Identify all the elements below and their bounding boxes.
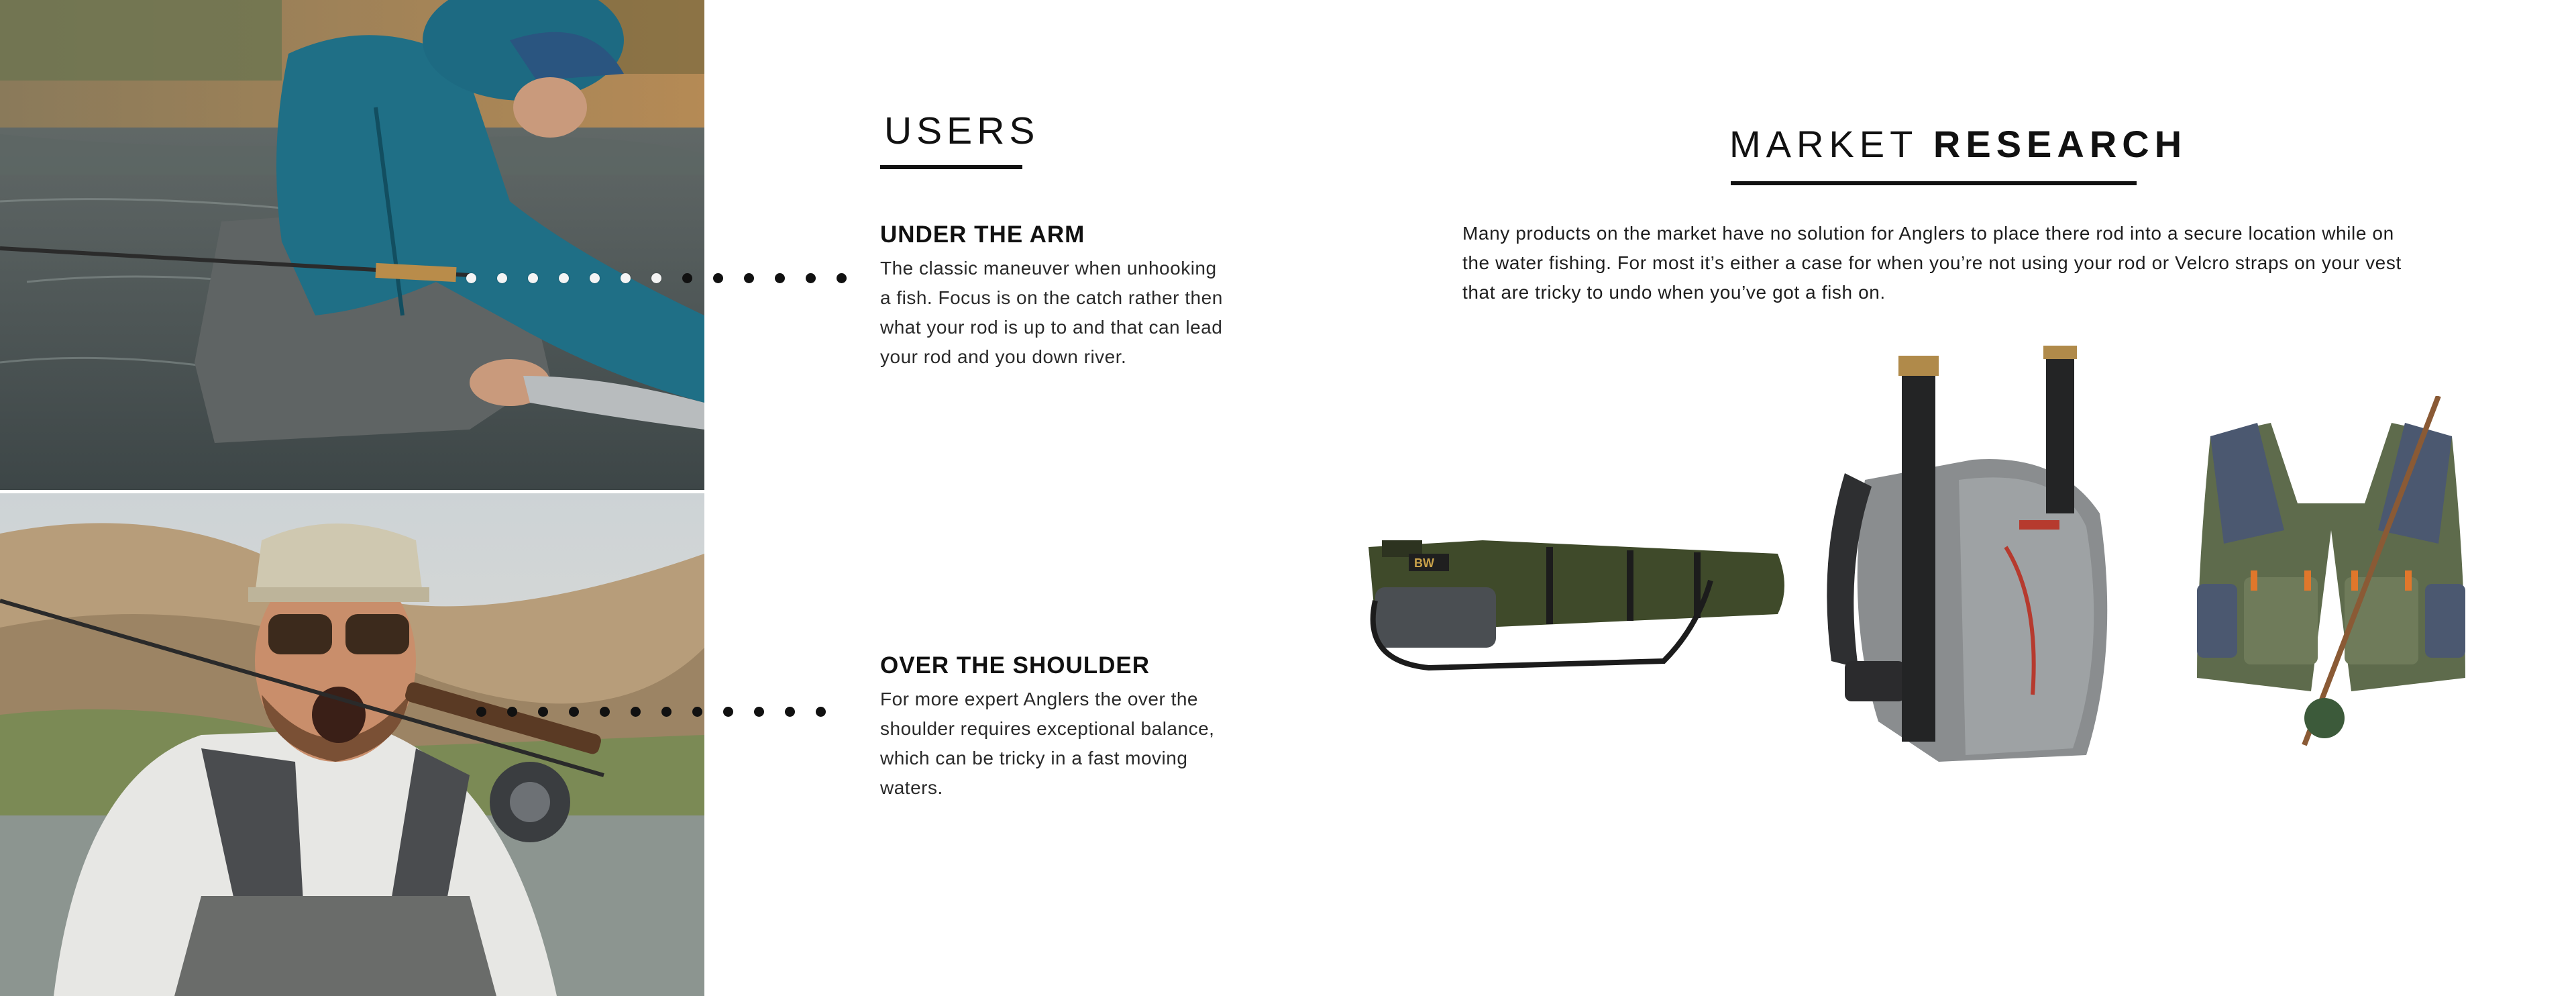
fishing-vest-product xyxy=(2184,396,2479,758)
market-title-light: MARKET xyxy=(1729,123,1933,165)
connector-dots-under-arm xyxy=(466,273,847,283)
dot xyxy=(837,273,847,283)
section-body: For more expert Anglers the over the shoulder requires exceptional balance, which can be tricky in a fast moving waters. xyxy=(880,689,1215,798)
dot xyxy=(497,273,507,283)
dot xyxy=(775,273,785,283)
section-heading: OVER THE SHOULDER xyxy=(880,652,1150,679)
section-under-the-arm xyxy=(880,221,1229,372)
dot xyxy=(538,707,548,717)
section-over-the-shoulder xyxy=(880,652,1229,803)
dot xyxy=(528,273,538,283)
rod-case-product xyxy=(1348,527,1784,681)
market-title-bold: RESEARCH xyxy=(1933,123,2188,165)
backpack-product xyxy=(1805,346,2127,775)
dot xyxy=(621,273,631,283)
dot xyxy=(723,707,733,717)
users-title-underline xyxy=(880,165,1022,169)
dot xyxy=(816,707,826,717)
dot xyxy=(744,273,754,283)
dot xyxy=(692,707,702,717)
market-title-underline xyxy=(1731,181,2137,185)
dot xyxy=(661,707,672,717)
dot xyxy=(785,707,795,717)
dot xyxy=(507,707,517,717)
dot xyxy=(651,273,661,283)
dot xyxy=(682,273,692,283)
dot xyxy=(476,707,486,717)
users-title: USERS xyxy=(884,109,1040,152)
case-logo: BW xyxy=(1414,556,1434,570)
section-body: The classic maneuver when unhooking a fish. Focus is on the catch rather then what your rod is up to and that can lead your rod and you down river. xyxy=(880,258,1223,367)
photo-angler-under-arm xyxy=(0,0,704,490)
photo-angler-over-shoulder xyxy=(0,493,704,996)
connector-dots-over-shoulder xyxy=(476,707,826,717)
section-heading: UNDER THE ARM xyxy=(880,221,1085,248)
dot xyxy=(600,707,610,717)
dot xyxy=(466,273,476,283)
dot xyxy=(590,273,600,283)
market-research-title xyxy=(1729,122,2187,166)
dot xyxy=(754,707,764,717)
dot xyxy=(713,273,723,283)
dot xyxy=(631,707,641,717)
dot xyxy=(569,707,579,717)
market-research-body: Many products on the market have no solution for Anglers to place there rod into a secure location while on the water fishing. For most it’s either a case for when you’re not using your rod or Velcro straps on your vest that are tricky to undo when you’ve got a fish on. xyxy=(1462,223,2402,303)
dot xyxy=(806,273,816,283)
dot xyxy=(559,273,569,283)
